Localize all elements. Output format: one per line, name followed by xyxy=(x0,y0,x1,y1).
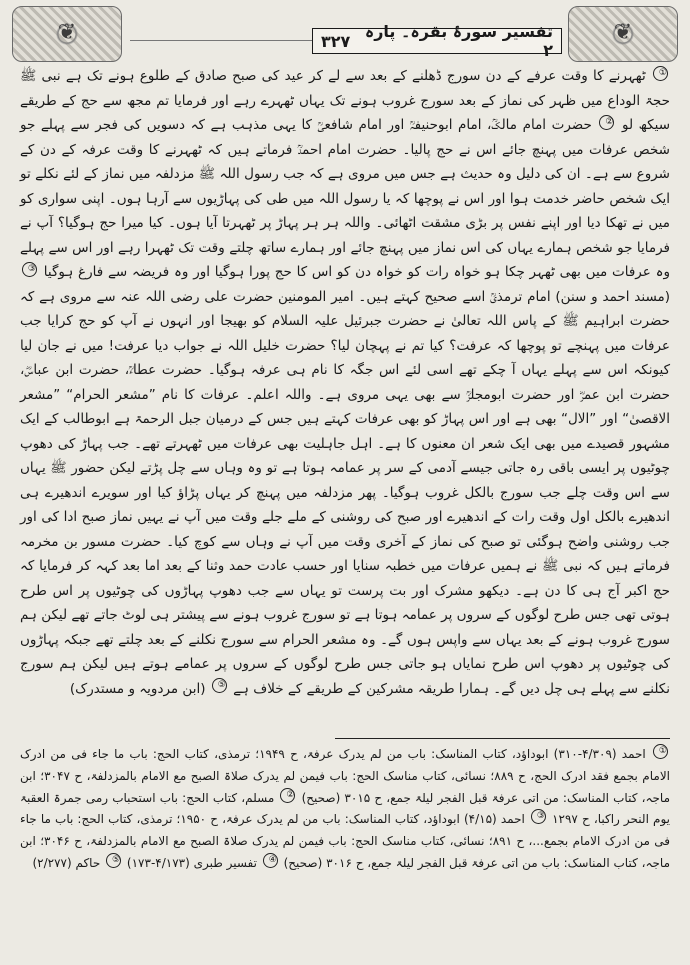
reference-marker: ③ xyxy=(22,262,37,277)
reference-marker: ⑤ xyxy=(212,678,227,693)
paragraph: حضرت امام مالکؒ، امام ابوحنیفہؒ اور امام شافعیؒ کا یہی مذہب ہے کہ دسویں کی فجر سے پہلے جو شخص عرفات میں پہنچ جائے اس نے حج پالیا۔ حضرت امام احمدؒ فرماتے ہیں کہ ٹھہرنے کا وقت عرفہ کے دن کے شروع سے ہے۔ ان کی دلیل وہ حدیث ہے جس میں مروی ہے کہ جب رسول اللہ ﷺ مزدلفہ میں نماز کے لئے نکلے تو ایک شخص حاضر خدمت ہوا اور اس نے پوچھا کہ یا رسول اللہ میں طی کی پہاڑیوں سے آرہا ہوں۔ اپنی سواری کو میں نے تھکا دیا اور اپنے نفس پر بڑی مشقت اٹھائی۔ واللہ ہر ہر پہاڑ پر ٹھہرتا آیا ہوں۔ کیا میرا حج ہوگیا؟ آپ نے فرمایا جو شخص ہمارے یہاں کی اس نماز میں پہنچ جائے اور ہمارے ساتھ چلتے وقت تک ٹھہرا رہے اور اس سے پہلے وہ عرفات میں بھی ٹھہر چکا ہو خواہ رات کو خواہ دن کو اس کا حج پورا ہوگیا اور وہ فریضہ سے فارغ ہوگیا xyxy=(20,117,670,280)
footnote-text: حاکم (۲/۲۷۷) xyxy=(32,855,101,870)
footnote-marker: ④ xyxy=(263,853,278,868)
floral-ornament-icon: ❦ xyxy=(613,20,633,45)
main-text xyxy=(20,64,670,701)
footnote-text: احمد (۴/۳۰۹-۳۱۰) ابوداؤد، کتاب المناسک: باب من لم یدرک عرفۃ، ح ۱۹۴۹؛ ترمذی، کتاب الحج: باب ما جاء فی من ادرک الامام بجمع فقد ادرک الحج، ح ۸۸۹؛ نسائی، کتاب مناسک الحج: باب فیمن لم یدرک صلاۃ الصبح مع الامام بالمزدلفۃ، ح ۳۰۴۷؛ ابن ماجہ، کتاب المناسک: من اتی عرفۃ قبل الفجر لیلۃ جمع، ح ۳۰۱۵ (صحیح) xyxy=(20,747,670,805)
footnote-marker: ② xyxy=(280,788,295,803)
paragraph: (مسند احمد و سنن) امام ترمذیؒ اسے صحیح کہتے ہیں۔ امیر المومنین حضرت علی رضی اللہ عنہ سے مروی ہے کہ حضرت ابراہیم ﷺ کے پاس اللہ تعالیٰ نے حضرت جبرئیل علیہ السلام کو بھیجا اور انہوں نے آپ کو حج کرایا جب عرفات میں پہنچے تو پوچھا کہ عرفت؟ کیا تم نے پہچان لیا؟ حضرت خلیل اللہ نے جواب دیا عرفت! میں نے جان لیا کیونکہ اس سے پہلے یہاں آ چکے تھے اسی لئے اس جگہ کا نام ہی عرفہ ہوگیا۔ حضرت عطاءؒ، حضرت ابن عباسؓ، حضرت ابن عمرؓ اور حضرت ابومجلزؒ سے بھی یہی مروی ہے۔ واللہ اعلم۔ عرفات کا نام ”مشعر الحرام“ ”مشعر الاقصیٰ“ اور ”الال“ بھی ہے اور اس پہاڑ کو بھی عرفات کہتے ہیں جس کے درمیان جبل الرحمۃ ہے ابوطالب کے ایک مشہور قصیدے میں بھی ایک شعر ان معنوں کا ہے۔ اہل جاہلیت بھی عرفات میں ٹھہرتے تھے۔ جب پہاڑ کی دھوپ چوٹیوں پر ایسی باقی رہ جاتی جیسے آدمی کے سر پر عمامہ ہوتا ہے تو وہ وہاں سے چل پڑتے لیکن حضور ﷺ یہاں سے اس وقت چلے جب سورج بالکل غروب ہوگیا۔ پھر مزدلفہ میں پہنچ کر یہاں پڑاؤ کیا اور سویرے اندھیرے ہی اندھیرے بالکل اول وقت رات کے اندھیرے اور صبح کی روشنی کے ملے جلے وقت میں آپ نے یہیں نماز صبح ادا کی اور جب روشنی واضح ہوگئی تو صبح کی نماز کے آخری وقت میں آپ نے وہاں سے کوچ کیا۔ حضرت مسور بن مخرمہ فرماتے ہیں کہ نبی ﷺ نے ہمیں عرفات میں خطبہ سنایا اور حسب عادت حمد وثنا کے بعد اما بعد کہہ کر فرمایا کہ حج اکبر آج ہی کا دن ہے۔ دیکھو مشرک اور بت پرست تو یہاں سے جب دھوپ پہاڑوں کی چوٹیوں پر اس طرح ہوتی تھی جس طرح لوگوں کے سروں پر عمامہ ہوتا ہے تو سورج غروب ہونے سے پیشتر ہی لوٹ جاتے تھے لیکن ہم سورج غروب ہونے کے بعد یہاں سے واپس ہوں گے۔ وہ مشعر الحرام سے سورج نکلنے کے بعد چلتے تھے جبکہ پہاڑوں کی چوٹیوں پر دھوپ اس طرح نمایاں ہو جاتی جس طرح لوگوں کے سروں پر عمامے ہوتے ہیں لیکن ہم سورج نکلنے سے پہلے ہی چل دیں گے۔ ہمارا طریقہ مشرکین کے طریقے کے خلاف ہے xyxy=(20,288,670,697)
running-title-box xyxy=(312,22,562,60)
footnote-text: احمد (۴/۱۵) ابوداؤد، کتاب المناسک: باب من لم یدرک عرفۃ، ح ۱۹۵۰؛ ترمذی، کتاب الحج: باب ما جاء فی من ادرک الامام بجمع...، ح ۸۹۱؛ نسائی، کتاب مناسک الحج: باب فیمن لم یدرک صلاۃ الصبح مع الامام بالمزدلفۃ، ح ۳۰۴۶؛ ابن ماجہ، کتاب المناسک: باب من اتی عرفۃ قبل الفجر لیلۃ جمع، ح ۳۰۱۶ (صحیح) xyxy=(20,812,670,870)
footnote-marker: ⑤ xyxy=(106,853,121,868)
footnotes xyxy=(20,744,670,875)
header-ornament-left xyxy=(12,6,122,62)
footnote-divider xyxy=(335,738,670,739)
floral-ornament-icon: ❦ xyxy=(57,20,77,45)
footnote-text: تفسیر طبری (۴/۱۷۳-۱۷۳) xyxy=(126,855,257,870)
footnote-marker: ① xyxy=(653,744,668,759)
header-ornament-right xyxy=(568,6,678,62)
footnote-text: مسلم، کتاب الحج: باب استحباب رمی جمرۃ العقبۃ یوم النحر راکبا، ح ۱۲۹۷ xyxy=(20,790,670,827)
running-title: تفسیر سورۂ بقرہ۔ پارہ ۲ xyxy=(364,22,553,60)
page-number: ۳۲۷ xyxy=(321,31,351,51)
footnote-marker: ③ xyxy=(531,809,546,824)
reference-marker: ② xyxy=(599,115,614,130)
page-header xyxy=(12,6,678,62)
paragraph: (ابن مردویہ و مستدرک) xyxy=(69,680,206,697)
paragraph: ٹھہرنے کا وقت عرفے کے دن سورج ڈھلنے کے بعد سے لے کر عید کی صبح صادق کے طلوع ہونے تک ہے نبی ﷺ حجۃ الوداع میں ظہر کی نماز کے بعد سورج غروب ہونے تک یہاں ٹھہرے رہے اور فرمایا تم مجھ سے حج کے طریقے سیکھ لو xyxy=(20,68,671,133)
reference-marker: ① xyxy=(653,66,668,81)
